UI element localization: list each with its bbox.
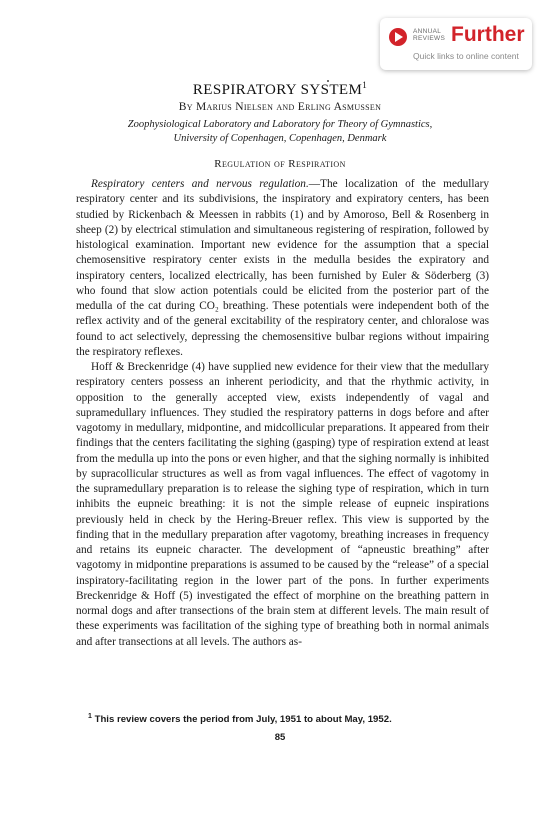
paragraph-1: Respiratory centers and nervous regulation.—The localization of the medullary respiratory center and its subdivisions, the inspiratory and expiratory centers, has been studied by Rickenbach & Meessen in rabbits (1) and by Amoroso, Bell & Rosenberg in sheep (2) by electrical stimulation and simultaneous registering of respiration, followed by histological examination. Important new evidence for the assumption that a special chemosensitive respiratory center exists in the medulla besides the expiratory and inspiratory centers, localized electrically, has been furnished by Euler & Söderberg (3) who found that slow action potentials could be elicited from the posterior part of the medulla of the cat during CO₂ breathing. These potentials were independent both of the reflex activity and of the general excitability of the respiratory center, and chloralose was found to act selectively, depressing the chemosensitive bulbar regions without impairing the respiratory reflexes. xyxy=(76,178,489,358)
article-authors: By Marius Nielsen and Erling Asmussen xyxy=(178,101,382,113)
section-heading: Regulation of Respiration xyxy=(214,158,346,170)
title-footnote-mark: 1 xyxy=(362,80,368,90)
paragraph-2: Hoff & Breckenridge (4) have supplied new evidence for their view that the medullary respiratory centers possess an inherent periodicity, and that the rhythmic activity, in opposition to the generally accepted view, exists independently of vagal and supramedullary influences. They studied the respiratory patterns in dogs before and after vagotomy in medullary, midpontine, and midcollicular preparations. It appeared from their findings that the centers facilitating the sighing (gasping) type of respiration extend at least from the medulla up into the pons or even higher, and that the sighing normally is inhibited by supracollicular structures as well as from vagal influences. The effect of vagotomy in the supramedullary preparation is to release the sighing type of respiration, which in turn inhibits the eupneic breathing: it is not the simple release of eupneic inspirations previously held in check by the Hering-Breuer reflex. This view is supported by the finding that in the medullary preparation after vagotomy, breathing increases in frequency and retains its eupneic character. The development of “apneustic breathing” after vagotomy in midpontine preparations is assumed to be caused by the “release” of a special inspiratory-facilitating region in the lower part of the pons. In further experiments Breckenridge & Hoff (5) investigated the effect of morphine on the breathing pattern in normal dogs and after transections of the brain stem at different levels. The main result of these experiments was facilitation of the sighing type of breathing both in normal animals and after transections at all levels. The authors as- xyxy=(76,361,489,648)
badge-further-label: Further xyxy=(451,23,525,46)
footnote: $^1$ This review covers the period from July, 1951 to about May, 1952. xyxy=(88,713,392,726)
paragraph-lead: Respiratory centers and nervous regulation. xyxy=(91,178,309,190)
further-reading-badge[interactable] xyxy=(380,18,532,70)
page-number: 85 xyxy=(274,732,286,743)
annual-reviews-logo-icon xyxy=(389,28,407,46)
author-affiliation: Zoophysiological Laboratory and Laboratory for Theory of Gymnastics, University of Copenhagen, Copenhagen, Denmark xyxy=(127,119,433,144)
badge-subtitle: Quick links to online content xyxy=(413,51,519,61)
badge-annual-reviews-label: ANNUAL REVIEWS xyxy=(413,28,446,42)
article-body xyxy=(76,177,489,650)
article-title: RESPIRATORY SYSTEM$^1$ xyxy=(192,80,368,98)
